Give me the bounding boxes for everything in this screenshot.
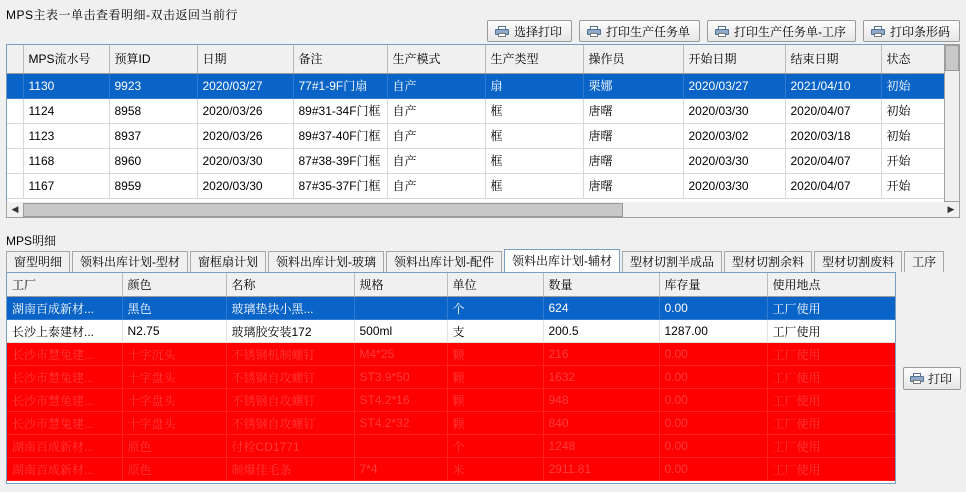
main-grid-table xyxy=(7,45,960,199)
cell-unit: 支 xyxy=(447,320,543,343)
cell-production-mode: 自产 xyxy=(387,173,485,198)
cell-factory: 长沙上泰建材... xyxy=(7,320,122,343)
cell-status: 初始 xyxy=(881,98,959,123)
detail-tabs xyxy=(6,250,960,272)
select-print-button[interactable] xyxy=(487,20,572,42)
toolbar xyxy=(487,20,960,42)
tab-profile-cut-remainder[interactable]: 型材切割余料 xyxy=(724,251,812,272)
cell-status: 开始 xyxy=(881,148,959,173)
table-row[interactable] xyxy=(7,366,895,389)
cell-date: 2020/03/27 xyxy=(197,73,293,98)
print-production-order-button[interactable] xyxy=(579,20,700,42)
cell-unit: 个 xyxy=(447,435,543,458)
print-production-order-label: 打印生产任务单 xyxy=(605,24,690,39)
cell-stock: 0.00 xyxy=(659,412,767,435)
cell-operator: 唐曙 xyxy=(583,173,683,198)
cell-date: 2020/03/30 xyxy=(197,148,293,173)
cell-spec: ST4.2*16 xyxy=(354,389,447,412)
col-name[interactable]: 名称 xyxy=(226,273,354,297)
cell-production-type: 扇 xyxy=(485,73,583,98)
col-status[interactable]: 状态 xyxy=(881,45,959,73)
row-selector[interactable] xyxy=(7,73,23,98)
cell-name: 制爆佳毛条 xyxy=(226,458,354,481)
cell-usage-location: 工厂使用 xyxy=(767,320,895,343)
col-production-type[interactable]: 生产类型 xyxy=(485,45,583,73)
detail-print-button[interactable] xyxy=(903,367,961,390)
cell-name: 不锈钢自攻螺钉 xyxy=(226,366,354,389)
printer-icon xyxy=(715,26,729,37)
col-spec[interactable]: 规格 xyxy=(354,273,447,297)
cell-end-date: 2020/04/07 xyxy=(785,148,881,173)
cell-name: 不锈钢机制螺钉 xyxy=(226,343,354,366)
table-row[interactable] xyxy=(7,412,895,435)
cell-quantity: 200.5 xyxy=(543,320,659,343)
main-grid[interactable] xyxy=(6,44,960,218)
table-row[interactable] xyxy=(7,389,895,412)
col-stock[interactable]: 库存量 xyxy=(659,273,767,297)
cell-usage-location: 工厂使用 xyxy=(767,366,895,389)
cell-start-date: 2020/03/30 xyxy=(683,148,785,173)
table-row[interactable] xyxy=(7,148,959,173)
tab-process[interactable]: 工序 xyxy=(904,251,944,272)
detail-grid[interactable] xyxy=(6,272,896,484)
scroll-left-arrow-icon[interactable]: ◀ xyxy=(7,203,23,217)
cell-production-type: 框 xyxy=(485,148,583,173)
cell-budget-id: 8959 xyxy=(109,173,197,198)
col-mps-serial[interactable]: MPS流水号 xyxy=(23,45,109,73)
print-barcode-label: 打印条形码 xyxy=(889,24,950,39)
cell-operator: 栗娜 xyxy=(583,73,683,98)
cell-name: 玻璃垫块小黑... xyxy=(226,297,354,320)
col-factory[interactable]: 工厂 xyxy=(7,273,122,297)
col-budget-id[interactable]: 预算ID xyxy=(109,45,197,73)
select-print-label: 选择打印 xyxy=(513,24,562,39)
detail-grid-header-row xyxy=(7,273,895,297)
cell-mps-serial: 1130 xyxy=(23,73,109,98)
cell-production-type: 框 xyxy=(485,173,583,198)
tab-material-out-glass[interactable]: 领料出库计划-玻璃 xyxy=(268,251,384,272)
cell-end-date: 2021/04/10 xyxy=(785,73,881,98)
detail-section-title: MPS明细 xyxy=(6,234,57,248)
horizontal-scroll-track[interactable] xyxy=(23,203,943,217)
tab-profile-cut-waste[interactable]: 型材切割废料 xyxy=(814,251,902,272)
cell-mps-serial: 1123 xyxy=(23,123,109,148)
table-row[interactable] xyxy=(7,173,959,198)
cell-color: 十字盘头 xyxy=(122,366,226,389)
col-operator[interactable]: 操作员 xyxy=(583,45,683,73)
printer-icon xyxy=(587,26,601,37)
cell-start-date: 2020/03/30 xyxy=(683,173,785,198)
cell-operator: 唐曙 xyxy=(583,123,683,148)
cell-color: 黑色 xyxy=(122,297,226,320)
cell-color: 十字盘头 xyxy=(122,389,226,412)
row-selector-header xyxy=(7,45,23,73)
cell-stock: 0.00 xyxy=(659,435,767,458)
tab-frame-sash-plan[interactable]: 窗框扇计划 xyxy=(190,251,266,272)
col-date[interactable]: 日期 xyxy=(197,45,293,73)
cell-quantity: 1248 xyxy=(543,435,659,458)
cell-stock: 0.00 xyxy=(659,389,767,412)
cell-factory: 湖南百成新材... xyxy=(7,297,122,320)
cell-production-mode: 自产 xyxy=(387,148,485,173)
col-production-mode[interactable]: 生产模式 xyxy=(387,45,485,73)
print-barcode-button[interactable] xyxy=(863,20,960,42)
cell-usage-location: 工厂使用 xyxy=(767,435,895,458)
col-usage-location[interactable]: 使用地点 xyxy=(767,273,895,297)
cell-spec: ST4.2*32 xyxy=(354,412,447,435)
cell-spec: 7*4 xyxy=(354,458,447,481)
cell-operator: 唐曙 xyxy=(583,148,683,173)
table-row[interactable] xyxy=(7,98,959,123)
cell-remark: 87#38-39F门框 xyxy=(293,148,387,173)
printer-icon xyxy=(495,26,509,37)
printer-icon xyxy=(871,26,885,37)
cell-factory: 长沙市慧兔建... xyxy=(7,366,122,389)
cell-color: N2.75 xyxy=(122,320,226,343)
cell-production-mode: 自产 xyxy=(387,73,485,98)
cell-operator: 唐曙 xyxy=(583,98,683,123)
scroll-right-arrow-icon[interactable]: ▶ xyxy=(943,203,959,217)
cell-usage-location: 工厂使用 xyxy=(767,297,895,320)
cell-quantity: 840 xyxy=(543,412,659,435)
cell-factory: 湖南百成新材... xyxy=(7,458,122,481)
cell-unit: 颗 xyxy=(447,412,543,435)
cell-unit: 米 xyxy=(447,458,543,481)
col-color[interactable]: 颜色 xyxy=(122,273,226,297)
table-row[interactable] xyxy=(7,343,895,366)
cell-stock: 0.00 xyxy=(659,366,767,389)
cell-unit: 颗 xyxy=(447,366,543,389)
tab-material-out-accessory[interactable]: 领料出库计划-配件 xyxy=(386,251,502,272)
cell-start-date: 2020/03/27 xyxy=(683,73,785,98)
cell-stock: 0.00 xyxy=(659,343,767,366)
cell-quantity: 948 xyxy=(543,389,659,412)
cell-production-type: 框 xyxy=(485,98,583,123)
cell-budget-id: 9923 xyxy=(109,73,197,98)
cell-stock: 1287.00 xyxy=(659,320,767,343)
cell-status: 初始 xyxy=(881,123,959,148)
cell-unit: 颗 xyxy=(447,389,543,412)
cell-remark: 77#1-9F门扇 xyxy=(293,73,387,98)
cell-production-type: 框 xyxy=(485,123,583,148)
cell-factory: 长沙市慧兔建... xyxy=(7,343,122,366)
cell-mps-serial: 1124 xyxy=(23,98,109,123)
cell-color: 十字盘头 xyxy=(122,412,226,435)
horizontal-scroll-thumb[interactable] xyxy=(23,203,623,217)
cell-end-date: 2020/03/18 xyxy=(785,123,881,148)
printer-icon xyxy=(910,373,924,384)
cell-color: 原色 xyxy=(122,435,226,458)
col-end-date[interactable]: 结束日期 xyxy=(785,45,881,73)
cell-factory: 长沙市慧兔建... xyxy=(7,412,122,435)
cell-unit: 个 xyxy=(447,297,543,320)
cell-remark: 89#37-40F门框 xyxy=(293,123,387,148)
cell-unit: 颗 xyxy=(447,343,543,366)
cell-date: 2020/03/26 xyxy=(197,123,293,148)
cell-factory: 湖南百成新材... xyxy=(7,435,122,458)
detail-grid-table xyxy=(7,273,896,481)
print-production-order-process-label: 打印生产任务单-工序 xyxy=(733,24,846,39)
row-selector[interactable] xyxy=(7,148,23,173)
cell-name: 不锈钢自攻螺钉 xyxy=(226,389,354,412)
table-row[interactable] xyxy=(7,123,959,148)
cell-usage-location: 工厂使用 xyxy=(767,412,895,435)
cell-factory: 长沙市慧兔建... xyxy=(7,389,122,412)
tab-material-out-auxiliary[interactable]: 领料出库计划-辅材 xyxy=(504,249,620,272)
table-row[interactable] xyxy=(7,297,895,320)
cell-mps-serial: 1167 xyxy=(23,173,109,198)
table-row[interactable] xyxy=(7,458,895,481)
cell-budget-id: 8937 xyxy=(109,123,197,148)
cell-mps-serial: 1168 xyxy=(23,148,109,173)
table-row[interactable] xyxy=(7,73,959,98)
cell-spec xyxy=(354,297,447,320)
tab-window-detail[interactable]: 窗型明细 xyxy=(6,251,70,272)
col-start-date[interactable]: 开始日期 xyxy=(683,45,785,73)
cell-start-date: 2020/03/02 xyxy=(683,123,785,148)
main-grid-header-row xyxy=(7,45,959,73)
cell-production-mode: 自产 xyxy=(387,98,485,123)
row-selector[interactable] xyxy=(7,98,23,123)
cell-end-date: 2020/04/07 xyxy=(785,173,881,198)
cell-name: 不锈钢自攻螺钉 xyxy=(226,412,354,435)
cell-status: 初始 xyxy=(881,73,959,98)
col-quantity[interactable]: 数量 xyxy=(543,273,659,297)
cell-end-date: 2020/04/07 xyxy=(785,98,881,123)
cell-name: 付栓CD1771 xyxy=(226,435,354,458)
cell-quantity: 1632 xyxy=(543,366,659,389)
cell-usage-location: 工厂使用 xyxy=(767,389,895,412)
cell-stock: 0.00 xyxy=(659,297,767,320)
cell-production-mode: 自产 xyxy=(387,123,485,148)
cell-spec: ST3.9*50 xyxy=(354,366,447,389)
cell-spec xyxy=(354,435,447,458)
cell-date: 2020/03/26 xyxy=(197,98,293,123)
main-grid-vertical-scrollbar[interactable] xyxy=(944,44,960,202)
tab-profile-cut-semi[interactable]: 型材切割半成品 xyxy=(622,251,722,272)
table-row[interactable] xyxy=(7,435,895,458)
table-row[interactable] xyxy=(7,320,895,343)
cell-color: 十字沉头 xyxy=(122,343,226,366)
cell-usage-location: 工厂使用 xyxy=(767,343,895,366)
cell-quantity: 624 xyxy=(543,297,659,320)
print-production-order-process-button[interactable] xyxy=(707,20,856,42)
cell-spec: 500ml xyxy=(354,320,447,343)
cell-start-date: 2020/03/30 xyxy=(683,98,785,123)
cell-budget-id: 8958 xyxy=(109,98,197,123)
cell-quantity: 2911.81 xyxy=(543,458,659,481)
cell-remark: 87#35-37F门框 xyxy=(293,173,387,198)
cell-date: 2020/03/30 xyxy=(197,173,293,198)
tab-material-out-profile[interactable]: 领料出库计划-型材 xyxy=(72,251,188,272)
vertical-scroll-thumb[interactable] xyxy=(945,45,959,71)
main-grid-horizontal-scrollbar[interactable] xyxy=(6,202,960,218)
page-title: MPS主表一单击查看明细-双击返回当前行 xyxy=(6,8,239,22)
cell-color: 原色 xyxy=(122,458,226,481)
cell-status: 开始 xyxy=(881,173,959,198)
cell-stock: 0.00 xyxy=(659,458,767,481)
cell-usage-location: 工厂使用 xyxy=(767,458,895,481)
cell-quantity: 216 xyxy=(543,343,659,366)
detail-print-label: 打印 xyxy=(928,372,953,386)
row-selector[interactable] xyxy=(7,173,23,198)
cell-name: 玻璃胶安装172 xyxy=(226,320,354,343)
col-remark[interactable]: 备注 xyxy=(293,45,387,73)
row-selector[interactable] xyxy=(7,123,23,148)
cell-spec: M4*25 xyxy=(354,343,447,366)
col-unit[interactable]: 单位 xyxy=(447,273,543,297)
cell-remark: 89#31-34F门框 xyxy=(293,98,387,123)
cell-budget-id: 8960 xyxy=(109,148,197,173)
